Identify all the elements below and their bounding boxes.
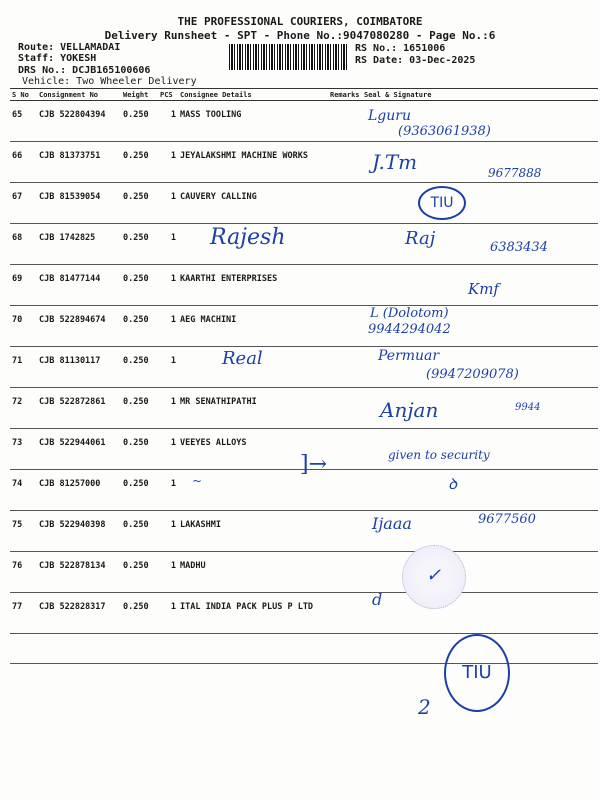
handwriting-72-name: Permuar	[378, 348, 440, 364]
row-pcs: 1	[158, 593, 178, 634]
rs-date: RS Date: 03-Dec-2025	[355, 55, 476, 66]
row-pcs: 1	[158, 388, 178, 429]
row-seal-signature	[362, 347, 598, 388]
empty-cell	[178, 634, 328, 664]
row-sno: 69	[10, 265, 37, 306]
company-seal	[402, 545, 466, 609]
table-row	[10, 142, 598, 183]
row-consignment-no: CJB 522940398	[37, 511, 121, 552]
table-header-row	[10, 89, 598, 101]
handwriting-71-name: Real	[222, 348, 263, 369]
row-sno: 74	[10, 470, 37, 511]
handwriting-69-signature: Kmf	[468, 280, 499, 298]
row-remarks	[328, 142, 362, 183]
row-remarks	[328, 224, 362, 265]
row-seal-signature	[362, 142, 598, 183]
row-seal-signature	[362, 183, 598, 224]
row-weight: 0.250	[121, 306, 158, 347]
row-seal-signature	[362, 265, 598, 306]
table-row	[10, 101, 598, 142]
handwriting-74-signature: ꝺ	[448, 475, 457, 493]
document-subtitle: Delivery Runsheet - SPT - Phone No.:9047080280 - Page No.:6	[104, 29, 496, 42]
row-consignee: LAKASHMI	[178, 511, 328, 552]
row-remarks	[328, 347, 362, 388]
row-weight: 0.250	[121, 593, 158, 634]
row-remarks	[328, 183, 362, 224]
empty-cell	[37, 634, 121, 664]
row-weight: 0.250	[121, 183, 158, 224]
table-row	[10, 347, 598, 388]
table-row-empty	[10, 634, 598, 664]
drs-number: DRS No.: DCJB165100606	[18, 65, 151, 76]
row-consignee	[178, 224, 328, 265]
row-weight: 0.250	[121, 470, 158, 511]
runsheet-table	[10, 88, 598, 664]
row-sno: 66	[10, 142, 37, 183]
row-weight: 0.250	[121, 511, 158, 552]
empty-cell	[121, 634, 158, 664]
row-pcs: 1	[158, 511, 178, 552]
row-seal-signature	[362, 429, 598, 470]
row-sno: 76	[10, 552, 37, 593]
handwriting-65-phone: (9363061938)	[398, 124, 491, 139]
row-sno: 67	[10, 183, 37, 224]
row-consignee: CAUVERY CALLING	[178, 183, 328, 224]
row-pcs: 1	[158, 552, 178, 593]
col-consignee: Consignee Details	[178, 89, 328, 101]
staff-label: Staff: YOKESH	[18, 53, 97, 64]
row-weight: 0.250	[121, 388, 158, 429]
table-row	[10, 429, 598, 470]
handwriting-66-signature: J.Tm	[372, 150, 418, 174]
col-remarks: Remarks	[328, 89, 362, 101]
row-sno: 71	[10, 347, 37, 388]
row-pcs: 1	[158, 183, 178, 224]
row-consignment-no: CJB 522894674	[37, 306, 121, 347]
bottom-signature: 2	[418, 695, 431, 719]
row-consignment-no: CJB 522872861	[37, 388, 121, 429]
barcode	[229, 44, 349, 70]
row-pcs: 1	[158, 347, 178, 388]
row-remarks	[328, 101, 362, 142]
route-label: Route: VELLAMADAI	[18, 42, 121, 53]
handwriting-70-name: L (Dolotom)	[370, 306, 449, 321]
table-row	[10, 593, 598, 634]
row-consignee: MADHU	[178, 552, 328, 593]
row-consignment-no: CJB 81130117	[37, 347, 121, 388]
table-row	[10, 183, 598, 224]
empty-cell	[158, 634, 178, 664]
row-pcs: 1	[158, 429, 178, 470]
handwriting-74-note: given to security	[388, 448, 490, 462]
row-sno: 70	[10, 306, 37, 347]
row-consignee: JEYALAKSHMI MACHINE WORKS	[178, 142, 328, 183]
handwriting-65-name: Lguru	[368, 108, 411, 124]
row-sno: 75	[10, 511, 37, 552]
row-seal-signature	[362, 511, 598, 552]
row-pcs: 1	[158, 142, 178, 183]
handwriting-74-scribble: ~	[192, 474, 203, 488]
row-seal-signature	[362, 101, 598, 142]
handwriting-68-signature: Raj	[405, 228, 436, 249]
handwriting-70-phone: 9944294042	[368, 322, 451, 337]
row-consignment-no: CJB 522828317	[37, 593, 121, 634]
row-remarks	[328, 511, 362, 552]
row-sno: 73	[10, 429, 37, 470]
row-weight: 0.250	[121, 347, 158, 388]
row-pcs: 1	[158, 265, 178, 306]
rs-number: RS No.: 1651006	[355, 43, 446, 54]
row-consignee	[178, 347, 328, 388]
table-row	[10, 470, 598, 511]
col-seal-signature: Seal & Signature	[362, 89, 598, 101]
col-consignment-no: Consignment No	[37, 89, 121, 101]
row-consignment-no: CJB 81539054	[37, 183, 121, 224]
row-weight: 0.250	[121, 101, 158, 142]
row-sno: 77	[10, 593, 37, 634]
col-weight: Weight	[121, 89, 158, 101]
vehicle-label: Vehicle: Two Wheeler Delivery	[22, 76, 197, 87]
table-row	[10, 552, 598, 593]
col-pcs: PCS	[158, 89, 178, 101]
row-consignee: MASS TOOLING	[178, 101, 328, 142]
row-sno: 72	[10, 388, 37, 429]
table-row	[10, 511, 598, 552]
row-remarks	[328, 593, 362, 634]
row-consignment-no: CJB 522804394	[37, 101, 121, 142]
row-weight: 0.250	[121, 429, 158, 470]
handwriting-68-phone: 6383434	[490, 240, 548, 255]
row-sno: 68	[10, 224, 37, 265]
row-consignment-no: CJB 81477144	[37, 265, 121, 306]
bottom-stamp: TIU	[444, 634, 510, 712]
handwriting-75-phone: 9677560	[478, 512, 536, 527]
table-row	[10, 388, 598, 429]
table-row	[10, 265, 598, 306]
row-consignment-no: CJB 522878134	[37, 552, 121, 593]
row-seal-signature	[362, 552, 598, 593]
row-weight: 0.250	[121, 142, 158, 183]
row-consignment-no: CJB 81373751	[37, 142, 121, 183]
empty-cell	[10, 634, 37, 664]
row-remarks	[328, 429, 362, 470]
row-consignee: MR SENATHIPATHI	[178, 388, 328, 429]
row-consignee: VEEYES ALLOYS	[178, 429, 328, 470]
bracket-arrow: ]→	[300, 452, 328, 477]
row-seal-signature	[362, 224, 598, 265]
row-pcs: 1	[158, 101, 178, 142]
row-remarks	[328, 265, 362, 306]
handwriting-72-phone: (9947209078)	[426, 367, 519, 382]
row-seal-signature	[362, 470, 598, 511]
row-weight: 0.250	[121, 552, 158, 593]
table-row	[10, 306, 598, 347]
row-consignee: AEG MACHINI	[178, 306, 328, 347]
row-remarks	[328, 552, 362, 593]
row-pcs: 1	[158, 470, 178, 511]
row-sno: 65	[10, 101, 37, 142]
row-consignee: KAARTHI ENTERPRISES	[178, 265, 328, 306]
row-weight: 0.250	[121, 265, 158, 306]
handwriting-73-signature: Anjan	[380, 398, 439, 422]
row-consignment-no: CJB 81257000	[37, 470, 121, 511]
handwriting-76-check: ✓	[426, 565, 442, 586]
handwriting-66-phone: 9677888	[488, 166, 542, 180]
row-remarks	[328, 470, 362, 511]
row-consignment-no: CJB 522944061	[37, 429, 121, 470]
row-weight: 0.250	[121, 224, 158, 265]
empty-cell	[328, 634, 362, 664]
table-row	[10, 224, 598, 265]
row-remarks	[328, 388, 362, 429]
row-consignee	[178, 470, 328, 511]
col-sno: S No	[10, 89, 37, 101]
row-seal-signature	[362, 306, 598, 347]
row-remarks	[328, 306, 362, 347]
row-seal-signature	[362, 593, 598, 634]
handwriting-67-stamp: TIU	[418, 186, 466, 220]
handwriting-73-phone: 9944	[515, 402, 541, 413]
handwriting-75-signature: Ijaaa	[372, 514, 412, 533]
handwriting-77-signature: d	[372, 590, 383, 609]
handwriting-68-name: Rajesh	[210, 225, 286, 250]
row-seal-signature	[362, 388, 598, 429]
row-consignment-no: CJB 1742825	[37, 224, 121, 265]
row-pcs: 1	[158, 306, 178, 347]
document-title: THE PROFESSIONAL COURIERS, COIMBATORE	[177, 15, 423, 28]
row-consignee: ITAL INDIA PACK PLUS P LTD	[178, 593, 328, 634]
row-pcs: 1	[158, 224, 178, 265]
